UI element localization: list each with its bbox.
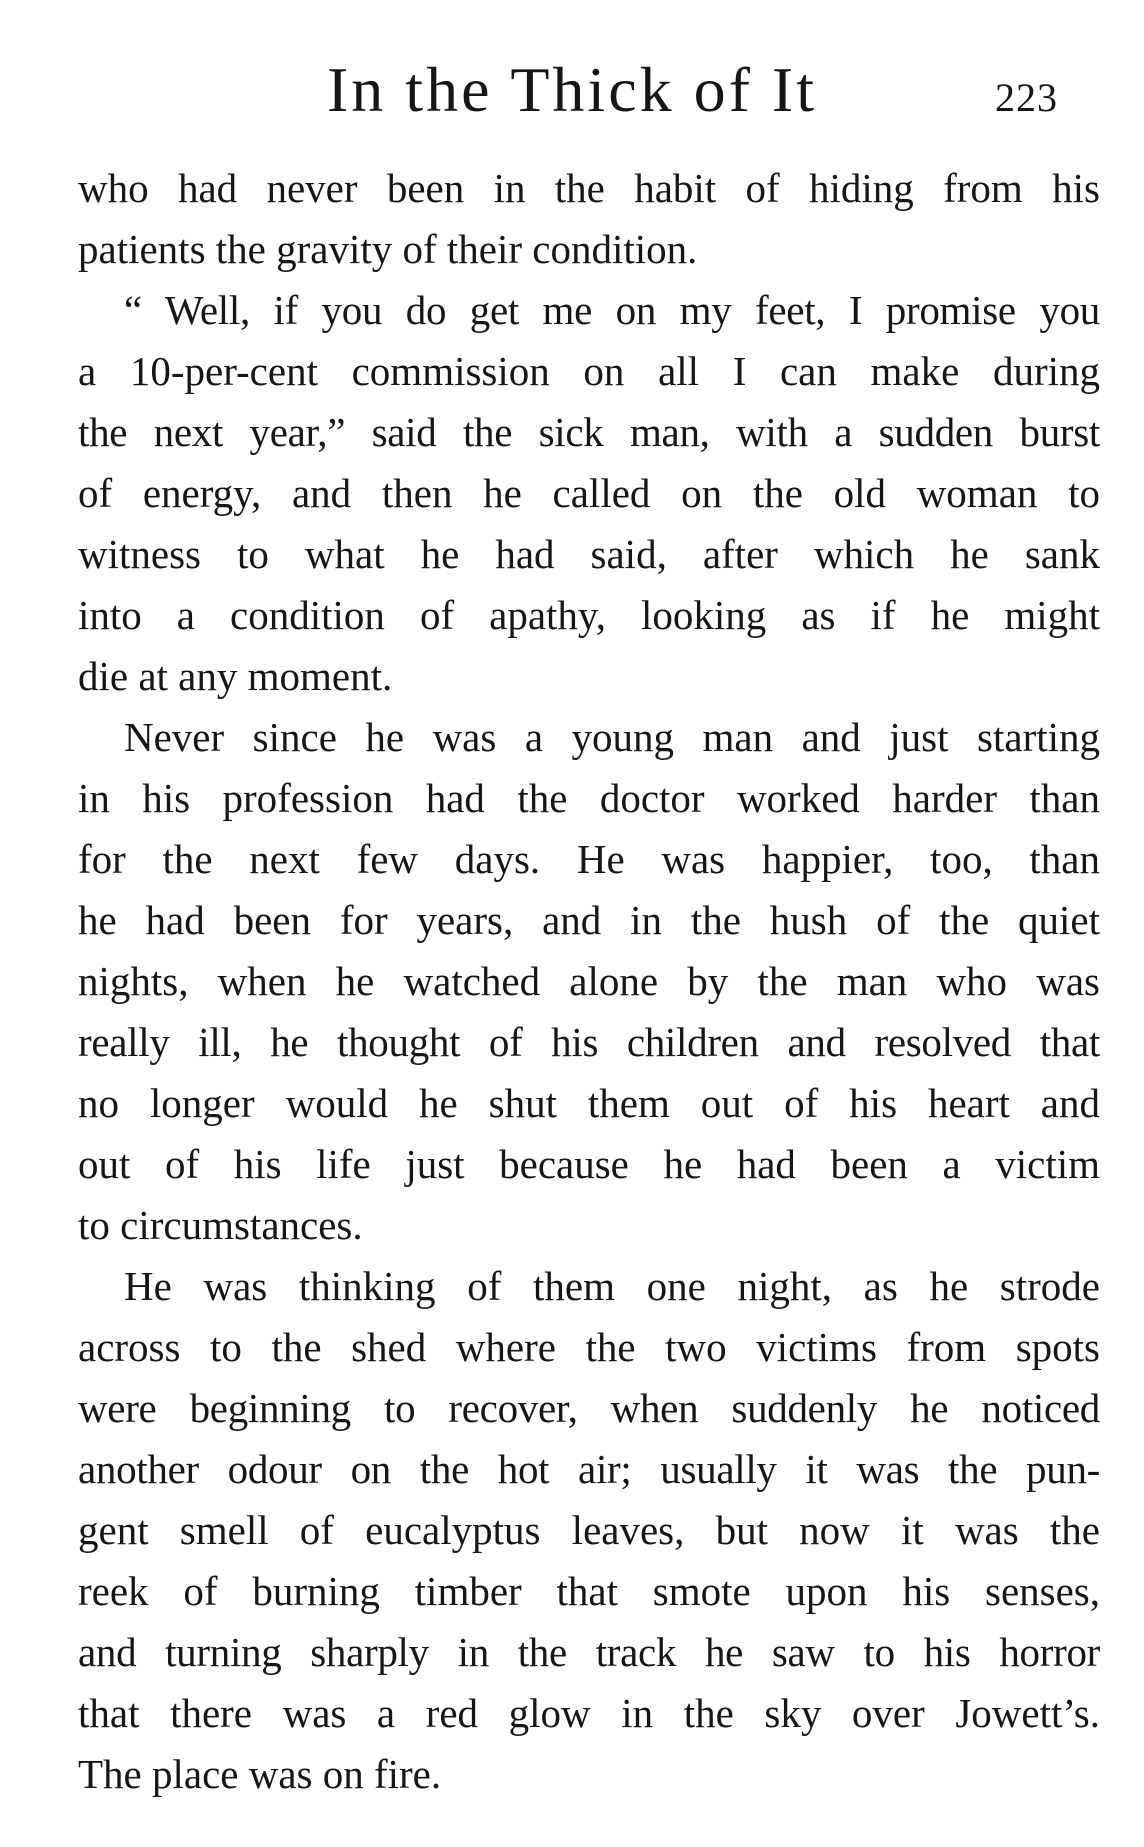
text-line: another odour on the hot air; usually it was the pun- (78, 1446, 1100, 1492)
text-line: He was thinking of them one night, as he strode (124, 1263, 1100, 1309)
text-line: were beginning to recover, when suddenly he noticed (78, 1385, 1100, 1431)
text-line: die at any moment. (78, 653, 393, 699)
text-line: nights, when he watched alone by the man who was (78, 958, 1100, 1004)
text-line: out of his life just because he had been a victim (78, 1141, 1100, 1187)
page-number: 223 (995, 75, 1058, 120)
text-line: for the next few days. He was happier, too, than (78, 836, 1100, 882)
text-line: reek of burning timber that smote upon his senses, (78, 1568, 1100, 1614)
text-line: the next year,” said the sick man, with a sudden burst (78, 409, 1100, 455)
text-line: who had never been in the habit of hiding from his (78, 165, 1100, 211)
running-title: In the Thick of It (326, 54, 818, 125)
text-line: really ill, he thought of his children and resolved that (78, 1019, 1100, 1065)
text-line: “ Well, if you do get me on my feet, I promise you (124, 287, 1100, 333)
text-line: of energy, and then he called on the old woman to (78, 470, 1100, 516)
text-line: patients the gravity of their condition. (78, 226, 698, 272)
text-line: a 10-per-cent commission on all I can make during (78, 348, 1100, 394)
text-line: he had been for years, and in the hush of the quiet (78, 897, 1100, 943)
text-line: across to the shed where the two victims from spots (78, 1324, 1100, 1370)
text-line: gent smell of eucalyptus leaves, but now it was the (78, 1507, 1100, 1553)
text-line: to circumstances. (78, 1202, 363, 1248)
text-line: no longer would he shut them out of his heart and (78, 1080, 1100, 1126)
text-line: and turning sharply in the track he saw to his horror (78, 1629, 1100, 1675)
text-line: in his profession had the doctor worked harder than (78, 775, 1100, 821)
body-text (78, 158, 1100, 1805)
text-line: that there was a red glow in the sky over Jowett’s. (78, 1690, 1100, 1736)
text-line: The place was on fire. (78, 1751, 442, 1797)
text-line: witness to what he had said, after which he sank (78, 531, 1100, 577)
text-line: into a condition of apathy, looking as if he might (78, 592, 1100, 638)
text-line: Never since he was a young man and just starting (124, 714, 1100, 760)
